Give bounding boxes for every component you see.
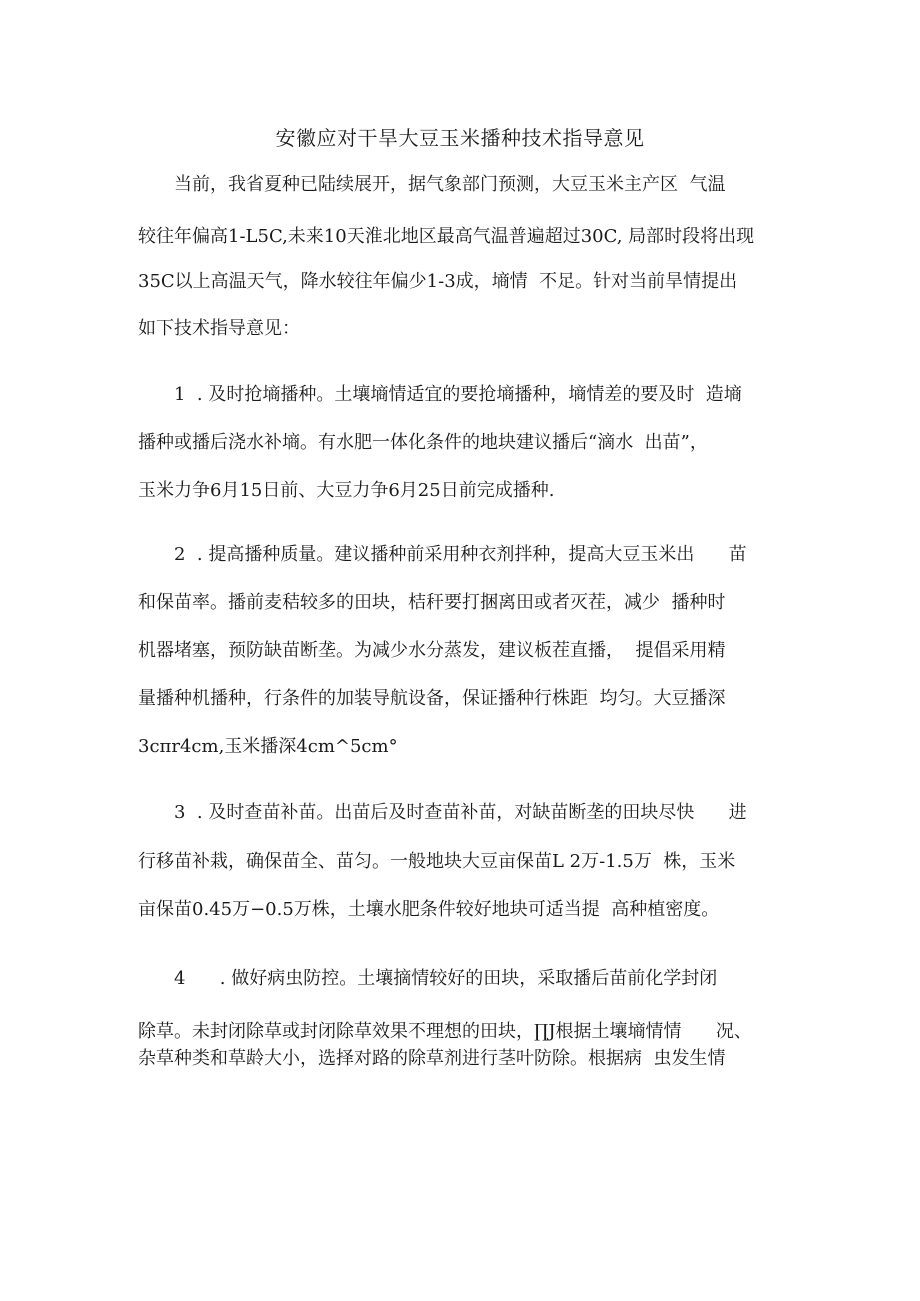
intro-line: 较往年偏高1-L5C,未来10天淮北地区最高气温普遍超过30C, 局部时段将出现 [138,226,755,247]
section-4-line: 除草。未封闭除草或封闭除草效果不理想的田块，∏J根据土壤墒情情 况、 [138,1021,752,1042]
document-title: 安徽应对干旱大豆玉米播种技术指导意见 [275,126,645,150]
intro-line: 35C以上高温天气，降水较往年偏少1-3成，墒情 不足。针对当前旱情提出 [138,271,738,292]
intro-line: 当前，我省夏种已陆续展开，据气象部门预测，大豆玉米主产区 气温 [174,174,726,195]
section-1-line: 玉米力争6月15日前、大豆力争6月25日前完成播种. [138,480,555,501]
section-3-line: 亩保苗0.45万−0.5万株，土壤水肥条件较好地块可适当提 高种植密度。 [138,899,720,920]
section-4-line: 杂草种类和草龄大小，选择对路的除草剂进行茎叶防除。根据病 虫发生情 [138,1048,726,1069]
intro-line: 如下技术指导意见： [138,318,300,339]
section-2-line: 3cπr4cm,玉米播深4cm^5cm° [138,736,398,757]
section-2-line: 2 . 提高播种质量。建议播种前采用种衣剂拌种，提高大豆玉米出 苗 [174,544,747,565]
section-2-line: 量播种机播种，行条件的加装导航设备，保证播种行株距 均匀。大豆播深 [138,688,726,709]
section-3-line: 3 . 及时查苗补苗。出苗后及时查苗补苗，对缺苗断垄的田块尽快 进 [174,802,747,823]
section-4-line: 4 . 做好病虫防控。土壤摘情较好的田块，采取播后苗前化学封闭 [174,968,718,989]
section-1-line: 播种或播后浇水补墒。有水肥一体化条件的地块建议播后“滴水 出苗”， [138,432,708,453]
section-1-line: 1 . 及时抢墒播种。土壤墒情适宜的要抢墒播种，墒情差的要及时 造墒 [174,384,742,405]
section-3-line: 行移苗补栽，确保苗全、苗匀。一般地块大豆亩保苗L 2万-1.5万 株，玉米 [138,851,736,872]
section-2-line: 和保苗率。播前麦秸较多的田块，桔秆要打捆离田或者灭茬，减少 播种时 [138,592,726,613]
section-2-line: 机器堵塞，预防缺苗断垄。为减少水分蒸发，建议板茬直播， 提倡采用精 [138,640,726,661]
